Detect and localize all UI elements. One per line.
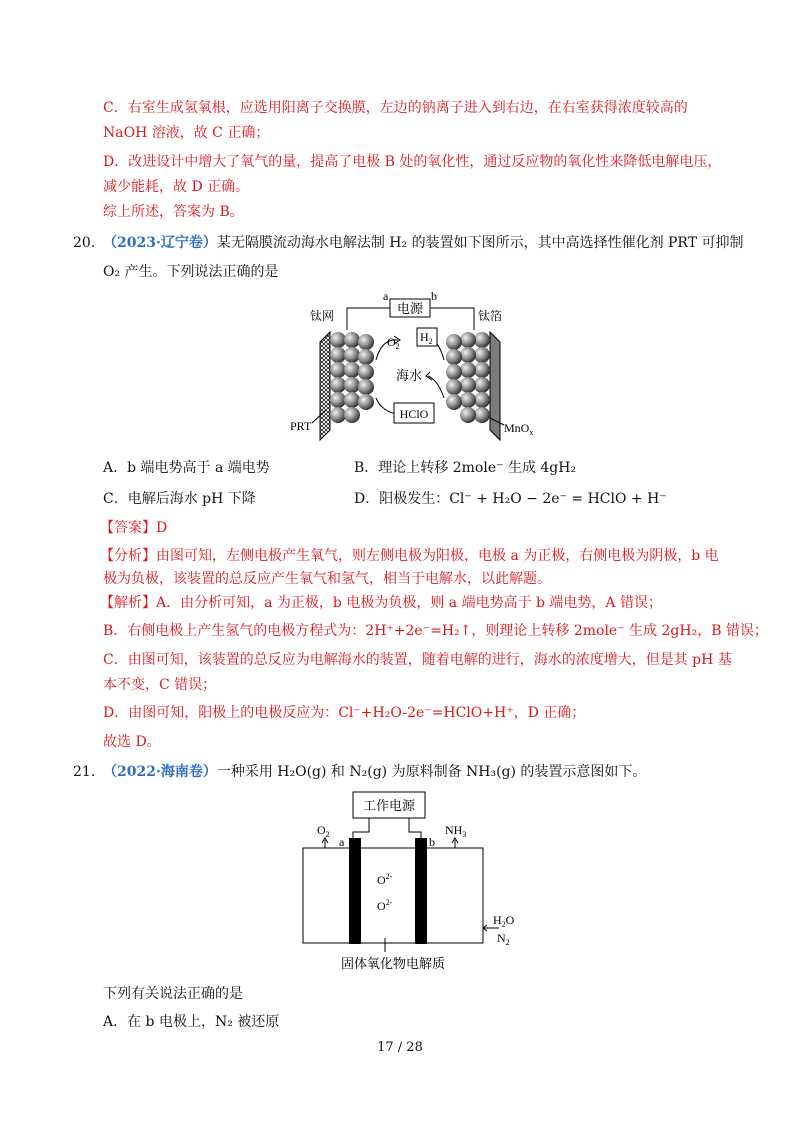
electrolyte-label: 固体氧化物电解质 <box>340 956 446 971</box>
prt-label: PRT <box>290 419 312 433</box>
prev-option-d-line1: D．改进设计中增大了氧气的量，提高了电极 B 处的氧化性，通过反应物的氧化性来降低电解电压， <box>103 154 722 170</box>
analysis-tag: 【分析】 <box>100 548 156 564</box>
explain-line-c2: 本不变，C 错误； <box>103 677 217 693</box>
question-20-stem-text: 某无隔膜流动海水电解法制 H₂ 的装置如下图所示，其中高选择性催化剂 PRT 可抑制 <box>216 235 744 251</box>
explain-tag: 【解析】 <box>100 595 156 611</box>
electrode-a <box>349 838 361 944</box>
question-21-stem <box>103 762 646 782</box>
explain-line-c1: C．由图可知，该装置的总反应为电解海水的装置，随着电解的进行，海水的浓度增大，但是其 pH 基 <box>103 652 732 668</box>
question-20-number: 20. <box>73 235 96 251</box>
prev-option-c-line1: C．右室生成氢氧根，应选用阳离子交换膜，左边的钠离子进入到右边，在右室获得浓度较高的 <box>103 100 688 116</box>
electrode-b <box>415 838 427 944</box>
o2-outlet-label: $O_2$ <box>317 823 330 839</box>
power-source-label: 电源 <box>396 301 424 316</box>
explain-line-d: D．由图可知，阳极上的电极反应为：Cl⁻+H₂O-2e⁻=HClO+H⁺，D 正确； <box>103 705 586 721</box>
question-20-stem-line2: O₂ 产生。下列说法正确的是 <box>103 264 279 280</box>
question-21-option-a: A．在 b 电极上，N₂ 被还原 <box>103 1014 280 1030</box>
hclo-label: HClO <box>399 407 429 421</box>
answer-value: D <box>156 520 168 536</box>
prev-option-c-line2: NaOH 溶液，故 C 正确； <box>103 125 270 141</box>
right-wire <box>430 308 474 330</box>
seawater-label: 海水 <box>396 368 423 383</box>
electrode-a-label: a <box>339 835 345 849</box>
analysis-text: 由图可知，左侧电极产生氧气，则左侧电极为阳极，电极 a 为正极，右侧电极为阴极，b 电 <box>156 548 719 564</box>
answer-line <box>100 518 167 538</box>
n2-inlet-label: $N_2$ <box>497 931 510 947</box>
question-20-option-a: A．b 端电势高于 a 端电势 <box>103 460 270 476</box>
question-21-number: 21. <box>73 764 96 780</box>
question-20-option-c: C．电解后海水 pH 下降 <box>103 491 256 507</box>
h2o-inlet-label: $H_2O$ <box>493 913 515 929</box>
prev-summary: 综上所述，答案为 B。 <box>103 204 244 220</box>
titanium-mesh-label: 钛网 <box>310 309 335 323</box>
terminal-b-label: b <box>431 289 437 303</box>
page-number: 17 / 28 <box>377 1040 423 1055</box>
work-power-label: 工作电源 <box>362 798 416 813</box>
analysis-line1 <box>100 546 719 566</box>
oxide-ion-2: $O^{2-}$ <box>377 898 393 913</box>
left-electrode-mesh <box>320 332 330 440</box>
prev-option-d-line2: 减少能耗，故 D 正确。 <box>103 179 250 195</box>
explain-line-b: B．右侧电极上产生氢气的电极方程式为：2H⁺+2e⁻=H₂↑，则理论上转移 2mole⁻ 生成 2gH₂，B 错误； <box>103 623 768 639</box>
titanium-foil-label: 钛箔 <box>478 309 503 323</box>
question-21-prompt: 下列有关说法正确的是 <box>103 986 243 1002</box>
electrode-b-label: b <box>429 835 435 849</box>
oxide-ion-1: $O^{2-}$ <box>377 872 393 887</box>
left-wire <box>347 308 390 330</box>
analysis-line2: 极为负极，该装置的总反应产生氧气和氢气，相当于电解水，以此解题。 <box>103 571 551 587</box>
electrolyte-box <box>303 848 483 943</box>
electrolysis-diagram <box>290 289 534 450</box>
o2-label: $O_2$ <box>387 335 400 351</box>
nh3-outlet-label: $NH_3$ <box>445 823 467 839</box>
nh3-synthesis-diagram <box>295 788 535 978</box>
question-20-option-b: B．理论上转移 2mole⁻ 生成 4gH₂ <box>354 460 577 476</box>
answer-tag: 【答案】 <box>100 520 156 536</box>
right-catalyst-balls <box>446 332 490 423</box>
question-21-stem-text: 一种采用 H₂O(g) 和 N₂(g) 为原料制备 NH₃(g) 的装置示意图如下。 <box>216 764 647 780</box>
explain-line-a <box>100 593 662 613</box>
terminal-a-label: a <box>383 289 389 303</box>
final-answer: 故选 D。 <box>103 734 161 750</box>
left-catalyst-balls <box>330 332 374 423</box>
question-20-option-d: D．阳极发生：Cl⁻ + H₂O − 2e⁻ = HClO + H⁻ <box>354 491 667 507</box>
question-21-source: （2022·海南卷） <box>103 764 217 780</box>
h2-label: $H_2$ <box>420 330 433 346</box>
mnox-label: MnO$_x$ <box>504 421 534 437</box>
right-electrode-foil <box>490 332 500 440</box>
question-20-source: （2023·辽宁卷） <box>103 235 217 251</box>
explain-a-text: A．由分析可知，a 为正极，b 电极为负极，则 a 端电势高于 b 端电势，A 错误； <box>156 595 662 611</box>
question-20-stem-line1 <box>103 233 744 253</box>
